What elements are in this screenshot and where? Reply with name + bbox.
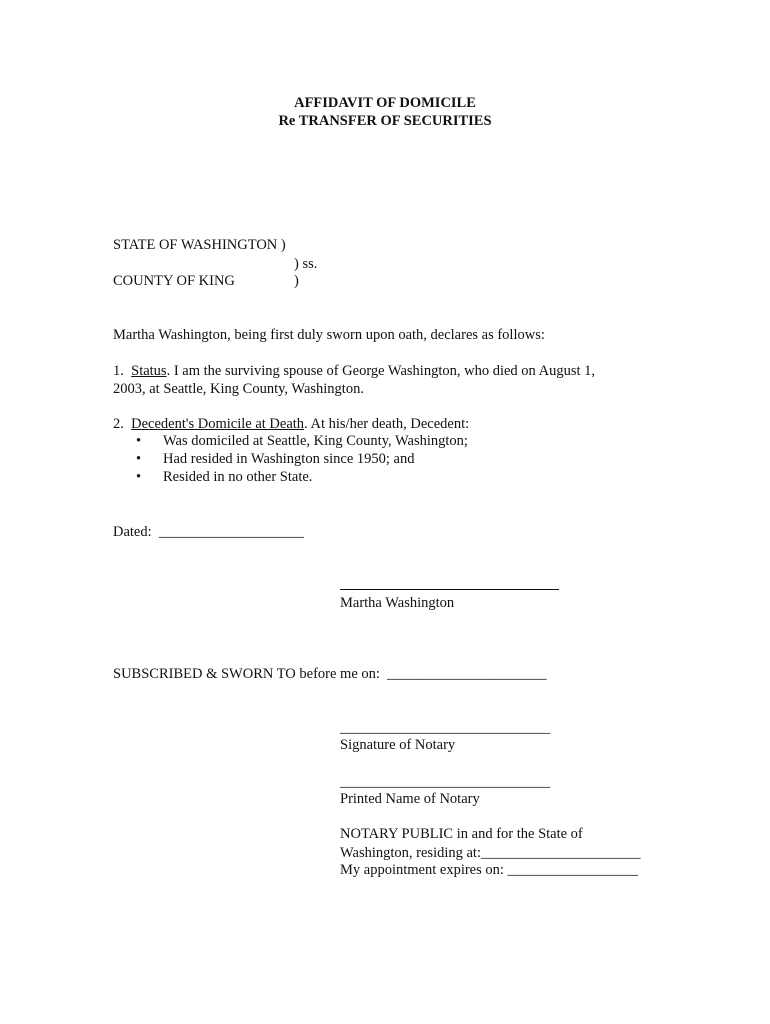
section-1-heading: Status <box>131 363 167 379</box>
section-2-number: 2. <box>113 416 124 432</box>
signer-name: Martha Washington <box>340 595 455 611</box>
notary-name-label: Printed Name of Notary <box>340 791 480 807</box>
notary-public-line-3: My appointment expires on: __________________ <box>340 862 639 878</box>
dated-label: Dated: <box>113 524 152 540</box>
dated-line <box>113 523 304 541</box>
intro-statement: Martha Washington, being first duly sworn upon oath, declares as follows: <box>113 327 545 343</box>
section-1-number: 1. <box>113 363 124 379</box>
section-1-text: . I am the surviving spouse of George Washington, who died on August 1, <box>166 363 596 379</box>
section-2-heading: Decedent's Domicile at Death <box>131 416 305 432</box>
section-2-text: . At his/her death, Decedent: <box>304 416 470 432</box>
list-item: • Resided in no other State. <box>136 469 313 485</box>
subscribed-label: SUBSCRIBED & SWORN TO before me on: <box>113 666 380 682</box>
subscribed-blank: ______________________ <box>387 666 547 682</box>
venue-ss: ) ss. <box>294 256 318 272</box>
section-1-line-1 <box>113 362 595 380</box>
notary-public-line-2: Washington, residing at:______________________ <box>340 845 641 861</box>
section-2-line <box>113 415 469 433</box>
venue-county-paren: ) <box>294 273 299 289</box>
notary-public-line-1: NOTARY PUBLIC in and for the State of <box>340 826 583 842</box>
bullet-icon: • <box>136 433 142 449</box>
list-item: • Had resided in Washington since 1950; and <box>136 451 415 467</box>
subscribed-line <box>113 665 547 683</box>
section-1-line-2: 2003, at Seattle, King County, Washington. <box>113 381 364 397</box>
dated-blank: ____________________ <box>158 524 304 540</box>
bullet-icon: • <box>136 451 142 467</box>
venue-state: STATE OF WASHINGTON ) <box>113 237 286 253</box>
document-title: AFFIDAVIT OF DOMICILE <box>294 95 476 111</box>
venue-county: COUNTY OF KING <box>113 273 235 289</box>
notary-signature-blank: _____________________________ <box>340 720 551 736</box>
signature-line <box>340 589 559 590</box>
bullet-icon: • <box>136 469 142 485</box>
domicile-bullet-list <box>136 432 468 486</box>
document-subtitle: Re TRANSFER OF SECURITIES <box>278 113 492 129</box>
notary-name-blank: _____________________________ <box>340 774 551 790</box>
notary-signature-label: Signature of Notary <box>340 737 456 753</box>
list-item: • Was domiciled at Seattle, King County, Washington; <box>136 433 468 449</box>
